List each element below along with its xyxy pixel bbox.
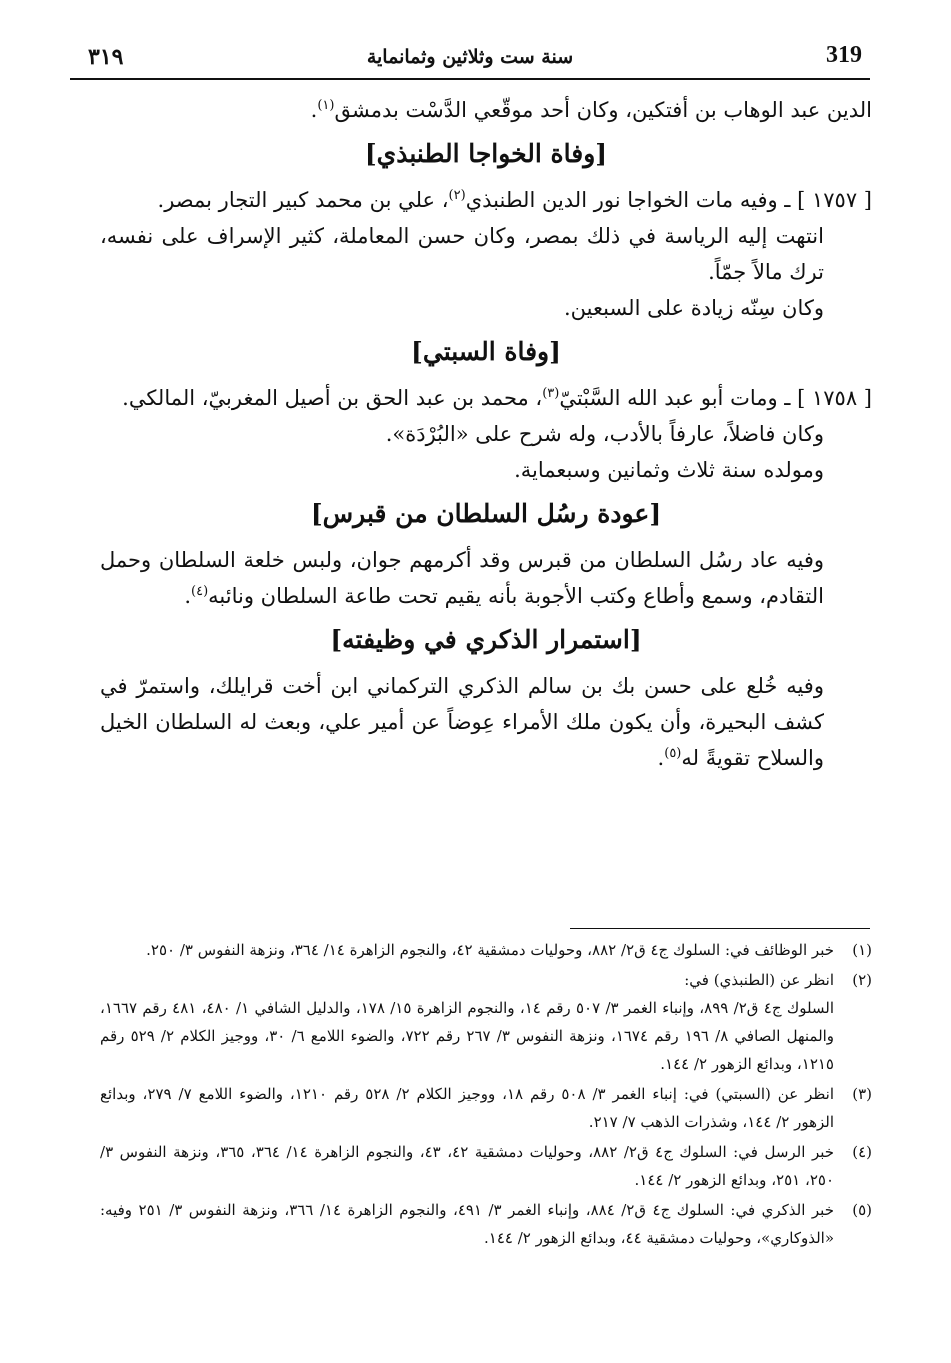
footnote-4	[100, 1138, 872, 1194]
footnote-ref: (٤)	[191, 584, 209, 599]
entry-text-rest: ، محمد بن عبد الحق بن أصيل المغربيّ، المالكي.	[122, 386, 543, 410]
paragraph: وكان سِنّه زيادة على السبعين.	[563, 296, 824, 320]
footnote-number: (١)	[852, 941, 872, 959]
paragraph	[100, 542, 872, 614]
paragraph-text: وفيه خُلع على حسن بك بن سالم الذكري التركماني ابن أخت قرايلك، واستمرّ في كشف البحيرة، وأن يكون ملك الأمراء عِوضاً عن أمير علي، وبعث له السلطان الخيل والسلاح تقويةً له	[100, 674, 824, 770]
footnote-separator	[570, 928, 870, 929]
footnote-ref: (٢)	[448, 188, 466, 203]
header-rule	[70, 78, 870, 80]
paragraph: ومولده سنة ثلاث وثمانين وسبعماية.	[514, 458, 824, 482]
page-number-arabic: ٣١٩	[88, 44, 124, 70]
entry-text-rest: ، علي بن محمد كبير التجار بمصر.	[157, 188, 449, 212]
entry-text: [ ١٧٥٧ ] ـ وفيه مات الخواجا نور الدين الطنبذي	[465, 188, 872, 212]
section-heading: [عودة رسُل السلطان من قبرس]	[310, 499, 662, 528]
page-header	[70, 38, 870, 80]
footnote-number: (٢)	[852, 971, 872, 989]
paragraph-text: وفيه عاد رسُل السلطان من قبرس وقد أكرمهم جوان، ولبس خلعة السلطان وحمل التقادم، وسمع وأطاع وكتب الأجوبة بأنه يقيم تحت طاعة السلطان ونائبه	[100, 548, 824, 608]
footnote-text: انظر عن (الطنبذي) في:	[684, 971, 834, 989]
footnote-text: خبر الذكري في: السلوك ج٤ ق٢/ ٨٨٤، وإنباء الغمر ٣/ ٤٩١، والنجوم الزاهرة ١٤/ ٣٦٦، ونزهة النفوس ٣/ ٢٥١ وفيه: «الذوكاري»، وحوليات دمشقية ٤٤، وبدائع الزهور ٢/ ١٤٤.	[100, 1201, 834, 1247]
paragraph-end: .	[657, 746, 665, 770]
footnote-continuation: السلوك ج٤ ق٢/ ٨٩٩، وإنباء الغمر ٣/ ٥٠٧ رقم ١٤، والنجوم الزاهرة ١٥/ ١٧٨، والدليل الشافي ١/ ٤٨٠، ٤٨١ رقم ١٦٦٧، والمنهل الصافي ٨/ ١٩٦ رقم ١٦٧٤، ونزهة النفوس ٣/ ٢٦٧ رقم ٧٢٢، والضوء اللامع ٦/ ٣٠، ووجيز الكلام ٢/ ٥٢٩ رقم ١٢١٥، وبدائع الزهور ٢/ ١٤٤.	[100, 999, 835, 1073]
footnotes	[100, 936, 872, 1254]
paragraph-continuation	[100, 92, 872, 128]
footnote-ref: (٥)	[664, 746, 682, 761]
paragraph-end: .	[184, 584, 192, 608]
main-text	[100, 92, 872, 776]
footnote-number: (٣)	[852, 1085, 872, 1103]
entry-paragraph	[100, 182, 872, 218]
section-heading: [وفاة الخواجا الطنبذي]	[364, 139, 608, 168]
footnote-number: (٤)	[852, 1143, 872, 1161]
page-number-latin: 319	[826, 42, 862, 68]
footnote-text: خبر الرسل في: السلوك ج٤ ق٢/ ٨٨٢، وحوليات دمشقية ٤٢، ٤٣، والنجوم الزاهرة ١٤/ ٣٦٤، ٣٦٥، ونزهة النفوس ٣/ ٢٥٠، ٢٥١، وبدائع الزهور ٢/ ١٤٤.	[100, 1143, 835, 1189]
section-heading: [وفاة السبتي]	[411, 337, 561, 366]
footnote-text: خبر الوظائف في: السلوك ج٤ ق٢/ ٨٨٢، وحوليات دمشقية ٤٢، والنجوم الزاهرة ١٤/ ٣٦٤، ونزهة النفوس ٣/ ٢٥٠.	[146, 941, 834, 959]
footnote-ref: (٣)	[542, 386, 560, 401]
paragraph-end: .	[310, 98, 318, 122]
section-heading: [استمرار الذكري في وظيفته]	[330, 625, 642, 654]
footnote-ref: (١)	[317, 98, 335, 113]
footnote-3	[100, 1080, 872, 1136]
paragraph-text: الدين عبد الوهاب بن أفتكين، وكان أحد موقّعي الدَّسْت بدمشق	[334, 98, 872, 122]
running-title: سنة ست وثلاثين وثمانماية	[366, 46, 574, 68]
footnote-1	[100, 936, 872, 964]
footnote-5	[100, 1196, 872, 1252]
entry-paragraph	[100, 380, 872, 416]
footnote-2	[100, 966, 872, 1078]
footnote-number: (٥)	[852, 1201, 872, 1219]
paragraph: وكان فاضلاً، عارفاً بالأدب، وله شرح على «البُرْدَة».	[385, 422, 824, 446]
footnote-text: انظر عن (السبتي) في: إنباء الغمر ٣/ ٥٠٨ رقم ١٨، ووجيز الكلام ٢/ ٥٢٨ رقم ١٢١٠، والضوء اللامع ٧/ ٢٧٩، وبدائع الزهور ٢/ ١٤٤، وشذرات الذهب ٧/ ٢١٧.	[100, 1085, 835, 1131]
paragraph: انتهت إليه الرياسة في ذلك بمصر، وكان حسن المعاملة، كثير الإسراف على نفسه، ترك مالاً جمّاً.	[100, 224, 824, 284]
entry-text: [ ١٧٥٨ ] ـ ومات أبو عبد الله السَّبْتيّ	[559, 386, 872, 410]
paragraph	[100, 668, 872, 776]
